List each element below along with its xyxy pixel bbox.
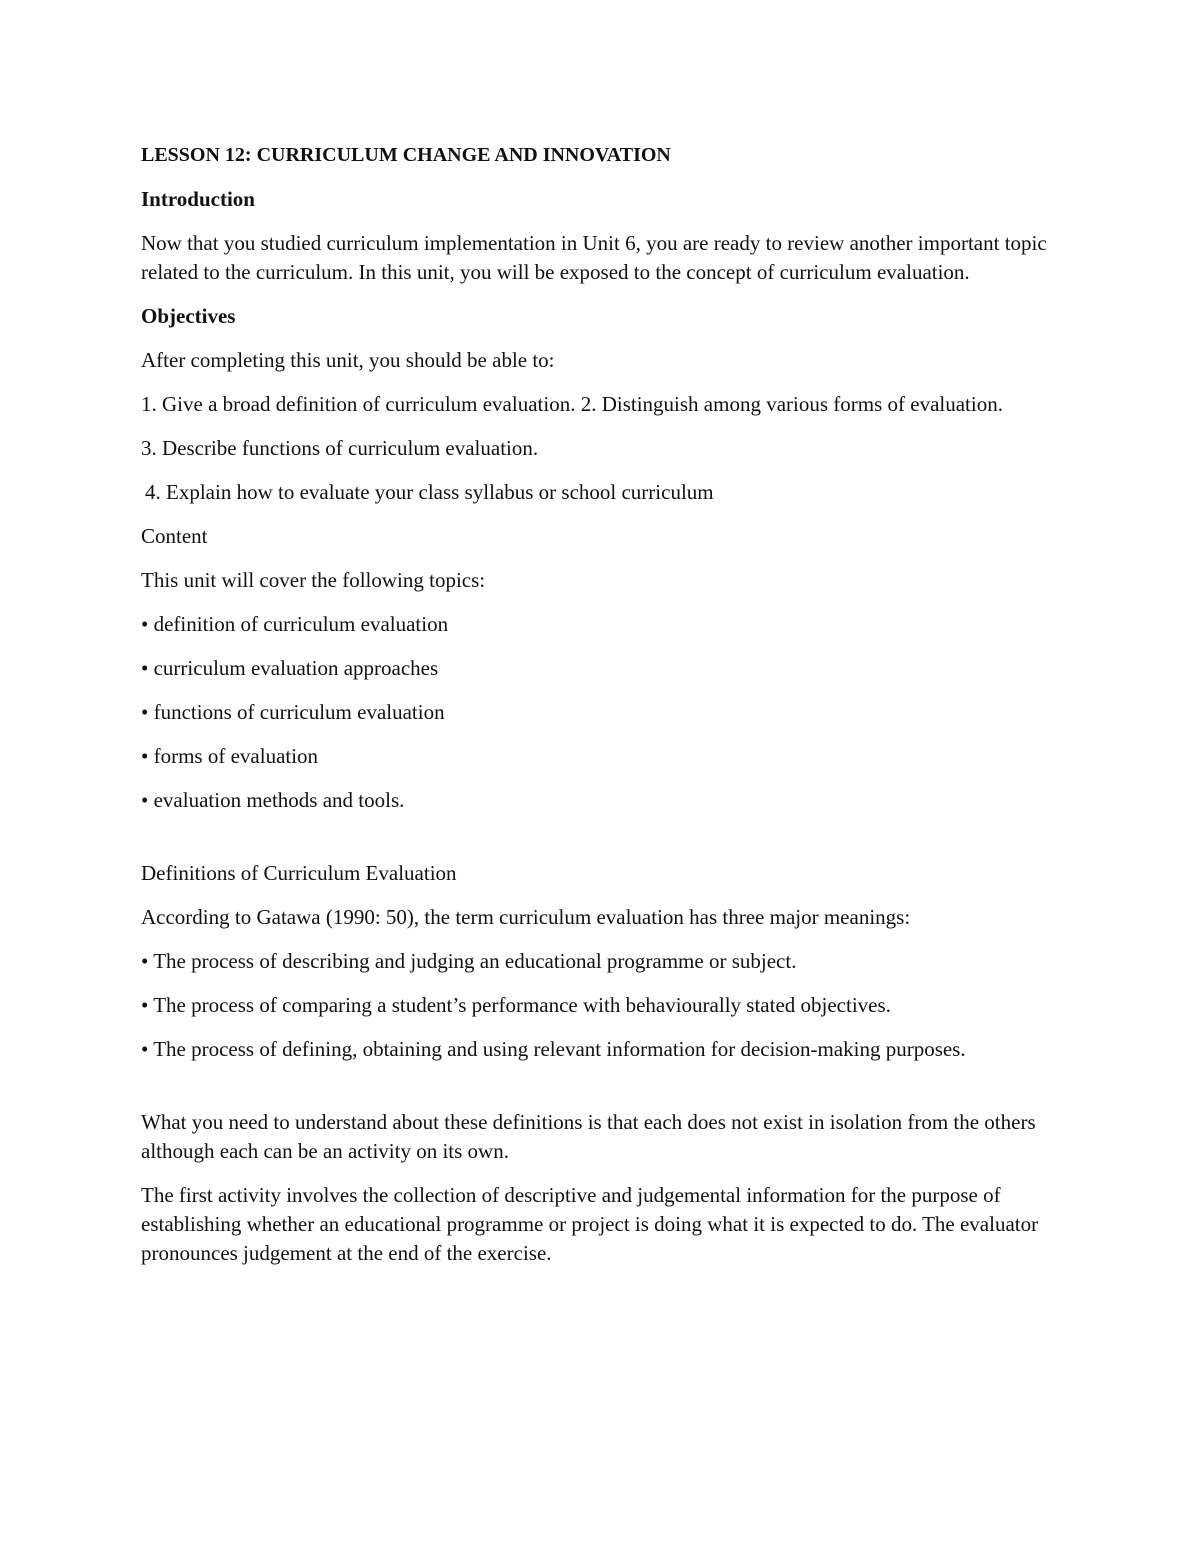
content-intro: This unit will cover the following topics: xyxy=(141,568,486,592)
topic-item: • evaluation methods and tools. xyxy=(141,788,405,812)
blank-line xyxy=(141,830,1071,859)
objective-item: 1. Give a broad definition of curriculum evaluation. 2. Distinguish among various forms of evaluation. xyxy=(141,392,1003,416)
topic-item: • functions of curriculum evaluation xyxy=(141,700,445,724)
topic-item: • forms of evaluation xyxy=(141,744,319,768)
blank-line xyxy=(141,1079,1071,1108)
topic-item: • definition of curriculum evaluation xyxy=(141,612,449,636)
meaning-item: • The process of describing and judging an educational programme or subject. xyxy=(141,949,797,973)
document-page xyxy=(141,141,1071,1283)
first-activity-paragraph: The first activity involves the collection of descriptive and judgemental information for the purpose of establishing whether an educational programme or project is doing what it is expected to do. The evaluator pronounces judgement at the end of the exercise. xyxy=(141,1183,1039,1265)
definitions-heading: Definitions of Curriculum Evaluation xyxy=(141,861,457,885)
meaning-item: • The process of defining, obtaining and using relevant information for decision-making purposes. xyxy=(141,1037,966,1061)
definitions-intro: According to Gatawa (1990: 50), the term curriculum evaluation has three major meanings: xyxy=(141,905,911,929)
objective-item: 3. Describe functions of curriculum evaluation. xyxy=(141,436,539,460)
objectives-heading: Objectives xyxy=(141,304,236,328)
introduction-paragraph: Now that you studied curriculum implementation in Unit 6, you are ready to review another important topic related to the curriculum. In this unit, you will be exposed to the concept of curriculum evaluation. xyxy=(141,231,1047,284)
meaning-item: • The process of comparing a student’s performance with behaviourally stated objectives. xyxy=(141,993,891,1017)
introduction-heading: Introduction xyxy=(141,187,255,211)
topic-item: • curriculum evaluation approaches xyxy=(141,656,439,680)
objectives-intro: After completing this unit, you should be able to: xyxy=(141,348,555,372)
objective-item: 4. Explain how to evaluate your class syllabus or school curriculum xyxy=(145,480,714,504)
content-heading: Content xyxy=(141,524,208,548)
lesson-title: LESSON 12: CURRICULUM CHANGE AND INNOVATION xyxy=(141,144,671,166)
understanding-paragraph: What you need to understand about these definitions is that each does not exist in isolation from the others although each can be an activity on its own. xyxy=(141,1110,1036,1163)
